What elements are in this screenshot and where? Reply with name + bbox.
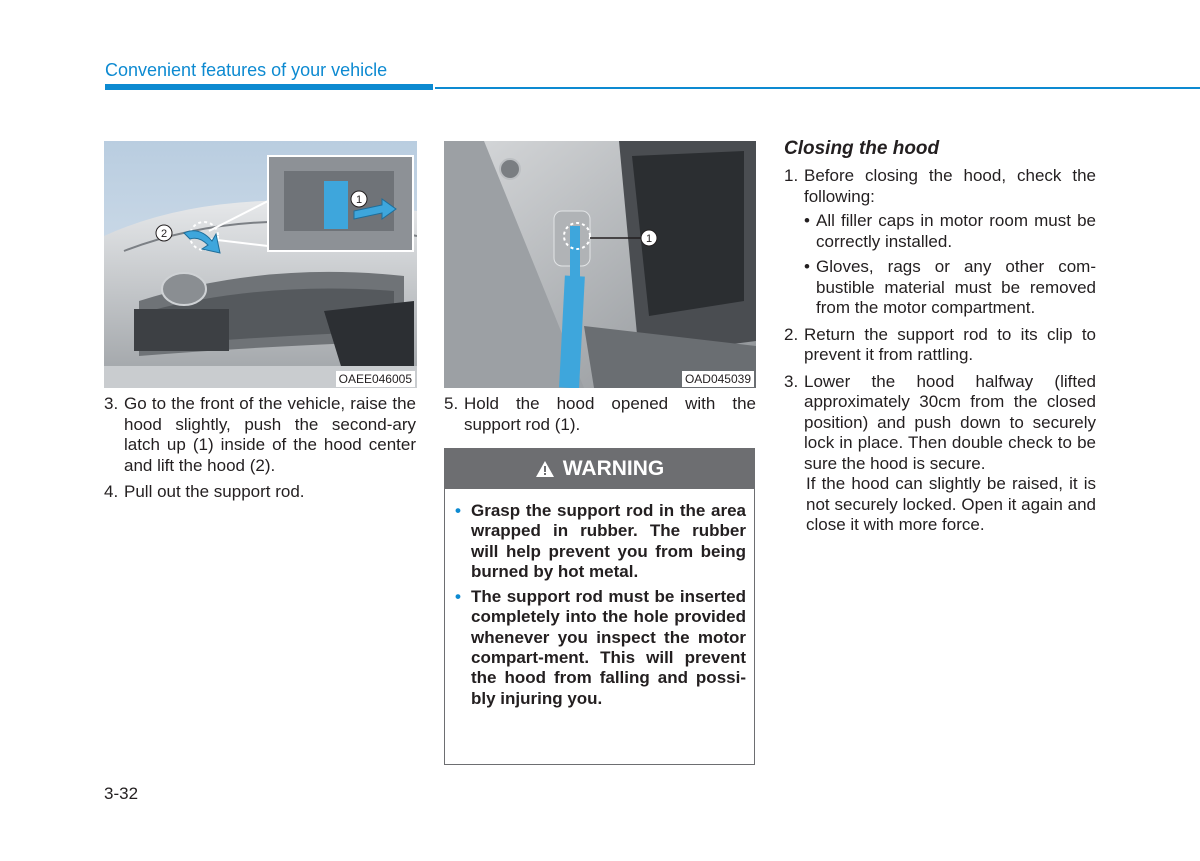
section-title: Closing the hood — [784, 138, 940, 159]
figure-support-rod — [444, 141, 756, 388]
warning-header — [445, 449, 754, 489]
check-list — [804, 211, 1096, 319]
header-rule-thick — [105, 84, 433, 90]
step-text: Lower the hood halfway (lifted approximately 30cm from the closed position) and push down to securely lock in place. Then double check to be sure the hood is secure. — [804, 371, 1096, 473]
step-number: 3. — [104, 394, 119, 413]
check-item — [804, 211, 1096, 252]
callout-2: 2 — [160, 228, 168, 240]
callout-1: 1 — [355, 194, 363, 206]
warning-title: WARNING — [562, 457, 665, 480]
column-3-steps — [784, 166, 1096, 480]
step-text: Go to the front of the vehicle, raise the hood slightly, push the second-ary latch up (1) inside of the hood center and lift the hood (2). — [124, 394, 416, 475]
step-4 — [104, 482, 416, 503]
column-2-steps — [444, 394, 756, 441]
warning-item-text: Grasp the support rod in the area wrapped in rubber. The rubber will help prevent you from being burned by hot metal. — [471, 501, 746, 581]
step-5 — [444, 394, 756, 435]
bullet-dot: • — [804, 257, 810, 276]
step-1 — [784, 166, 1096, 319]
step-number: 5. — [444, 394, 459, 413]
step-text: Hold the hood opened with the support rod (1). — [464, 394, 756, 434]
step-text: Return the support rod to its clip to prevent it from rattling. — [804, 324, 1096, 364]
check-item-text: All filler caps in motor room must be correctly installed. — [816, 211, 1096, 251]
bullet-dot: • — [804, 211, 810, 230]
step-number: 4. — [104, 482, 119, 501]
step-2 — [784, 325, 1096, 366]
step-number: 1. — [784, 166, 799, 185]
bullet-dot: • — [455, 501, 461, 520]
section-header-title: Convenient features of your vehicle — [105, 60, 388, 80]
check-item-text: Gloves, rags or any other com-bustible material must be removed from the motor compartment. — [816, 257, 1096, 317]
callout-1: 1 — [645, 233, 653, 245]
step-text: Before closing the hood, check the following: — [804, 166, 1096, 206]
column-1-steps — [104, 394, 416, 509]
step-3 — [784, 372, 1096, 475]
warning-item — [455, 587, 746, 709]
bullet-dot: • — [455, 587, 461, 607]
support-rod-illustration — [444, 141, 756, 388]
header-rule-thin — [435, 87, 1200, 89]
step-number: 3. — [784, 371, 799, 391]
warning-list — [455, 501, 746, 709]
figure-vehicle-front — [104, 141, 417, 388]
vehicle-front-illustration — [104, 141, 417, 388]
figure-code: OAEE046005 — [336, 371, 415, 387]
check-item — [804, 257, 1096, 319]
warning-triangle-icon — [535, 460, 555, 478]
figure-code: OAD045039 — [682, 371, 754, 387]
step-number: 2. — [784, 324, 799, 344]
note-text: If the hood can slightly be raised, it is not securely locked. Open it again and close it with more force. — [806, 474, 1096, 534]
page-number: 3-32 — [104, 784, 139, 803]
step-3 — [104, 394, 416, 476]
step-text: Pull out the support rod. — [124, 482, 305, 501]
warning-box — [444, 448, 755, 765]
warning-item-text: The support rod must be inserted completely into the hole provided whenever you inspect the motor compart-ment. This will prevent the hood from falling and possi-bly injuring you. — [471, 587, 746, 708]
warning-item — [455, 501, 746, 582]
